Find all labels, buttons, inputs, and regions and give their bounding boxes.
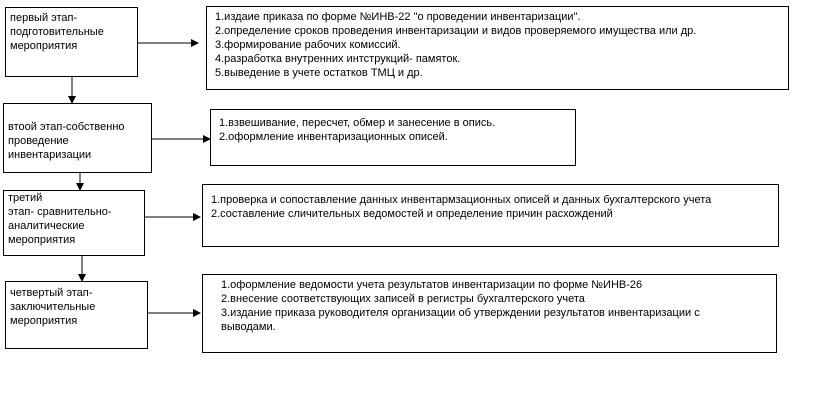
stage-1-line-3: мероприятия	[10, 40, 78, 52]
stage-3-item-1: 1.проверка и сопоставление данных инвентармзационных описей и данных бухгалтерского учета	[211, 194, 712, 206]
stage-4-line-3: мероприятия	[10, 315, 78, 327]
stage-3-line-3: аналитические	[8, 220, 85, 232]
stage-2-line-1: втоой этап-собственно	[8, 121, 125, 133]
stage-1-line-2: подготовительные	[10, 26, 104, 38]
stage-3-line-2: этап- сравнительно-	[8, 206, 112, 218]
stage-2-item-1: 1.взвешивание, пересчет, обмер и занесение в опись.	[219, 117, 496, 129]
stage-4-item-4: выводами.	[221, 321, 276, 333]
stage-1-item-3: 3.формирование рабочих комиссий.	[215, 39, 401, 51]
stage-2-details-box	[210, 109, 576, 166]
stage-4-item-2: 2.внесение соответствующих записей в регистры бухгалтерского учета	[221, 293, 585, 305]
stage-3-line-4: мероприятия	[8, 234, 76, 246]
stage-1-item-1: 1.издаие приказа по форме №ИНВ-22 "о проведении инвентаризации".	[215, 11, 581, 23]
stage-2-line-2: проведение	[8, 135, 69, 147]
stage-1-item-5: 5.выведение в учете остатков ТМЦ и др.	[215, 67, 423, 79]
stage-1-line-1: первый этап-	[10, 12, 78, 24]
stage-3-details-box	[202, 184, 779, 247]
stage-2-item-2: 2.оформление инвентаризационных описей.	[219, 131, 448, 143]
stage-4-line-2: заключительные	[10, 301, 96, 313]
stage-3-line-1: третий	[8, 192, 43, 204]
stage-4-line-1: четвертый этап-	[10, 287, 93, 299]
stage-4-item-1: 1.оформление ведомости учета результатов инвентаризации по форме №ИНВ-26	[221, 279, 643, 291]
stage-4-item-3: 3.издание приказа руководителя организации об утверждении результатов инвентаризации с	[221, 307, 700, 319]
stage-4-details-box	[202, 274, 777, 353]
stage-1-details-box	[206, 6, 789, 90]
stage-3-item-2: 2.составление сличительных ведомостей и определение причин расхождений	[211, 208, 613, 220]
stage-1-box	[5, 7, 138, 77]
stage-2-box	[3, 103, 152, 173]
stage-4-box	[5, 281, 148, 349]
stage-2-line-3: инвентаризации	[8, 149, 92, 161]
stage-3-box	[3, 190, 145, 256]
stage-1-item-2: 2.определение сроков проведения инвентаризации и видов проверяемого имущества или др.	[215, 25, 697, 37]
stage-1-item-4: 4.разработка внутренних интструкций- памяток.	[215, 53, 461, 65]
